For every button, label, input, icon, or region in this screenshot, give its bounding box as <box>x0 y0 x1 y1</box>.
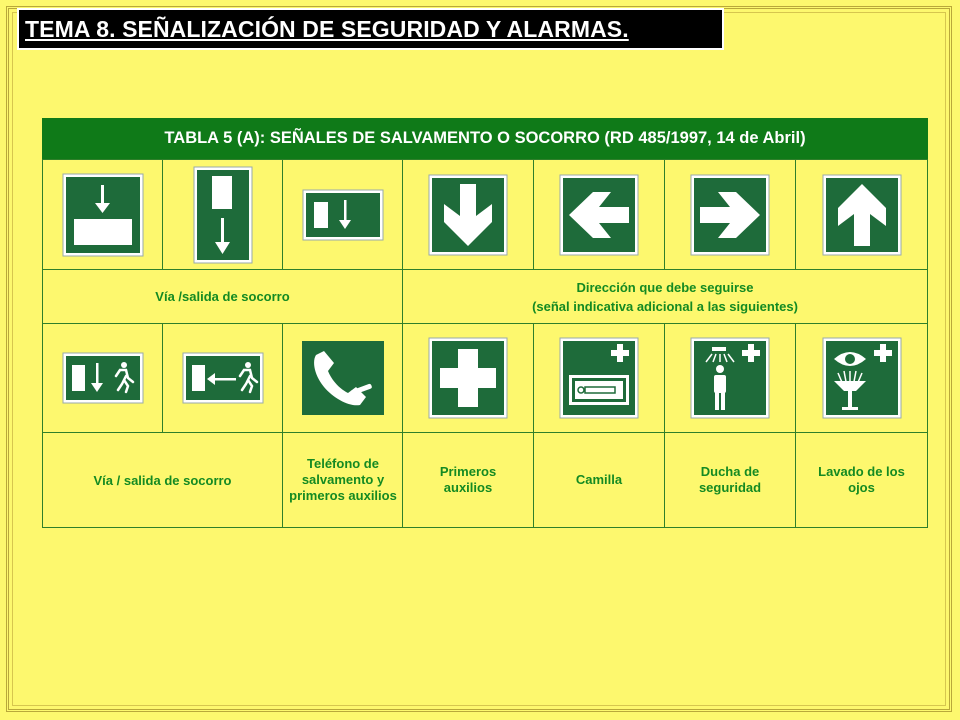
table-header: TABLA 5 (A): SEÑALES DE SALVAMENTO O SOCORRO (RD 485/1997, 14 de Abril) <box>42 118 928 159</box>
first-aid-cross-icon <box>428 337 508 419</box>
exit-down-vertical-icon <box>193 166 253 264</box>
sign-cell <box>43 324 162 432</box>
sign-cell <box>43 160 162 269</box>
title-bar <box>17 8 724 50</box>
exit-door-arrow-icon <box>302 189 384 241</box>
page-title: TEMA 8. SEÑALIZACIÓN DE SEGURIDAD Y ALARMAS. <box>25 16 629 42</box>
exit-running-man-left-icon <box>182 352 264 404</box>
sign-cell <box>796 324 927 432</box>
sign-cell <box>403 324 533 432</box>
label-direccion-line2: (señal indicativa adicional a las siguientes) <box>532 298 798 314</box>
sign-cell <box>403 160 533 269</box>
sign-cell <box>163 160 282 269</box>
arrow-right-icon <box>690 174 770 256</box>
sign-cell <box>283 324 402 432</box>
sign-cell <box>283 160 402 269</box>
telephone-icon <box>302 341 384 415</box>
exit-running-man-icon <box>62 352 144 404</box>
sign-cell <box>163 324 282 432</box>
exit-down-icon <box>62 173 144 257</box>
label-lavado-ojos: Lavado de los ojos <box>818 464 905 495</box>
stretcher-icon <box>559 337 639 419</box>
eye-wash-icon <box>822 337 902 419</box>
sign-cell <box>534 160 664 269</box>
label-telefono: Teléfono de salvamento y primeros auxilios <box>289 456 397 503</box>
label-ducha: Ducha de seguridad <box>698 464 762 495</box>
arrow-up-icon <box>822 174 902 256</box>
sign-cell <box>665 160 795 269</box>
arrow-down-icon <box>428 174 508 256</box>
grid-line <box>927 159 928 528</box>
sign-cell <box>534 324 664 432</box>
label-via-salida-2: Vía / salida de socorro <box>93 472 232 488</box>
arrow-left-icon <box>559 174 639 256</box>
safety-shower-icon <box>690 337 770 419</box>
label-direccion-line1: Dirección que debe seguirse <box>576 279 754 295</box>
sign-cell <box>665 324 795 432</box>
label-via-salida: Vía /salida de socorro <box>155 289 290 304</box>
label-direccion <box>403 270 927 323</box>
sign-cell <box>796 160 927 269</box>
label-primeros-auxilios: Primeros auxilios <box>439 464 497 495</box>
label-camilla: Camilla <box>575 472 623 487</box>
safety-signs-table <box>42 118 928 528</box>
grid-line <box>42 527 928 528</box>
